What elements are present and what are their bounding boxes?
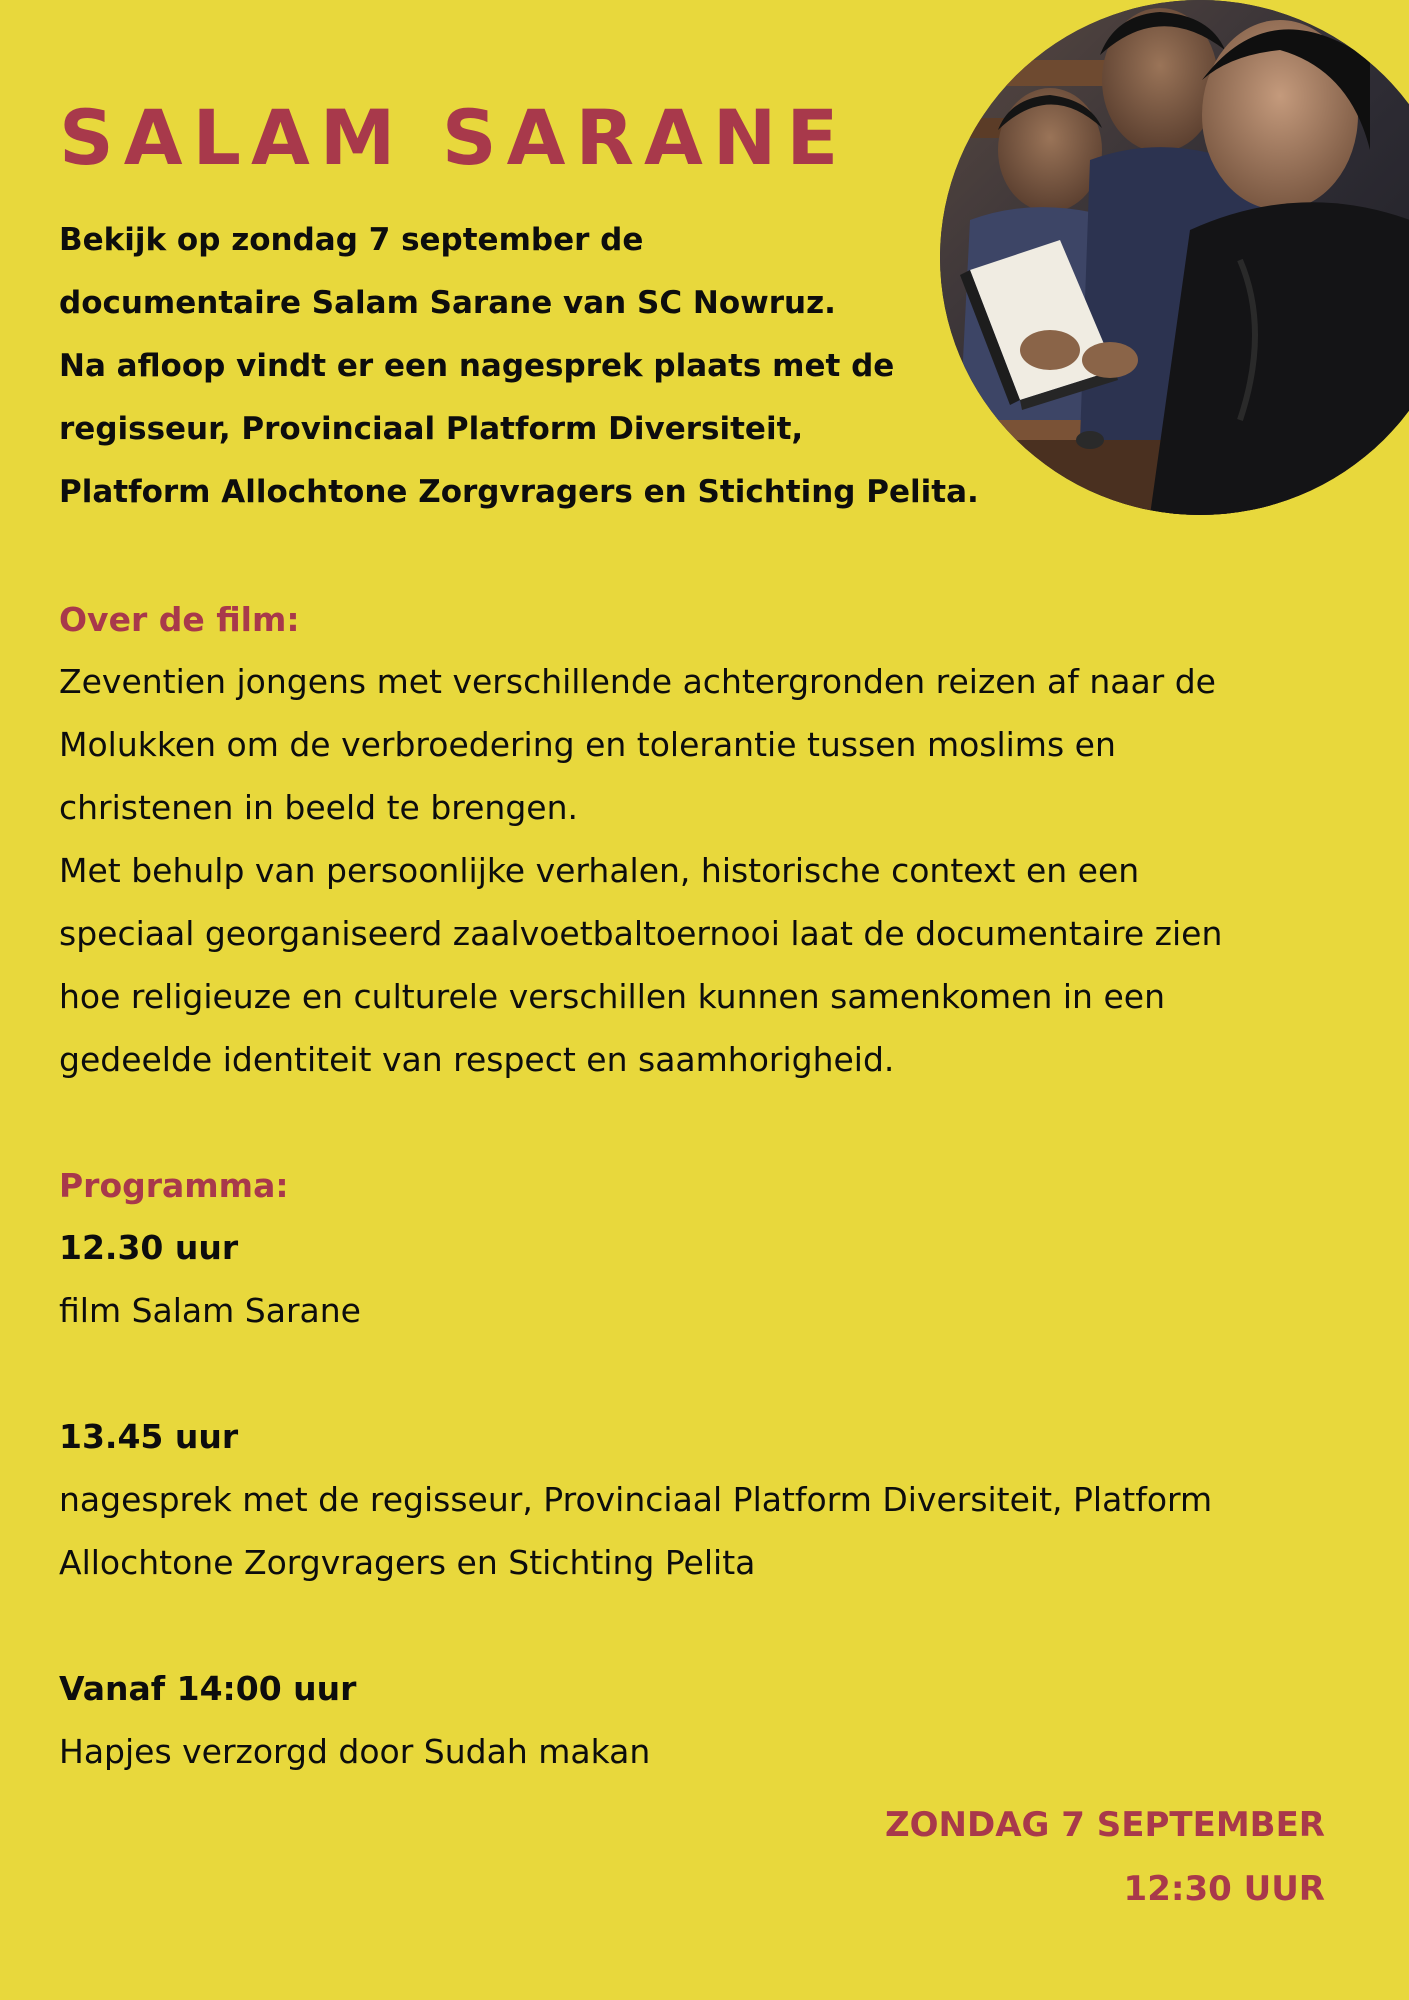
event-date: ZONDAG 7 SEPTEMBER [885,1805,1325,1845]
about-line: Molukken om de verbroedering en tolerantie tussen moslims en [59,725,1116,764]
intro-line: regisseur, Provinciaal Platform Diversiteit, [59,411,804,447]
about-film-text [59,650,1359,1091]
program-time: Vanaf 14:00 uur [59,1669,357,1708]
program-time: 12.30 uur [59,1228,239,1267]
intro-line: Platform Allochtone Zorgvragers en Stichting Pelita. [59,474,979,510]
about-line: Zeventien jongens met verschillende achtergronden reizen af naar de [59,662,1216,701]
intro-line: Bekijk op zondag 7 september de [59,222,644,258]
about-film-heading: Over de film: [59,600,300,639]
about-line: hoe religieuze en culturele verschillen kunnen samenkomen in een [59,977,1165,1016]
program-heading: Programma: [59,1166,289,1205]
about-line: christenen in beeld te brengen. [59,788,578,827]
intro-line: Na afloop vindt er een nagesprek plaats met de [59,348,895,384]
program-description-line: Allochtone Zorgvragers en Stichting Pelita [59,1543,756,1582]
about-line: speciaal georganiseerd zaalvoetbaltoernooi laat de documentaire zien [59,914,1223,953]
program-description [59,1468,1212,1594]
intro-paragraph [59,209,1079,524]
program-description [59,1720,650,1783]
intro-line: documentaire Salam Sarane van SC Nowruz. [59,285,836,321]
program-description-line: Hapjes verzorgd door Sudah makan [59,1732,651,1771]
program-time: 13.45 uur [59,1417,239,1456]
about-line: gedeelde identiteit van respect en saamhorigheid. [59,1040,895,1079]
about-line: Met behulp van persoonlijke verhalen, historische context en een [59,851,1140,890]
event-date-block [885,1793,1325,1921]
program-description [59,1279,361,1342]
program-description-line: film Salam Sarane [59,1291,361,1330]
program-description-line: nagesprek met de regisseur, Provinciaal Platform Diversiteit, Platform [59,1480,1213,1519]
event-title: SALAM SARANE [59,93,849,182]
event-time: 12:30 UUR [1123,1869,1325,1909]
